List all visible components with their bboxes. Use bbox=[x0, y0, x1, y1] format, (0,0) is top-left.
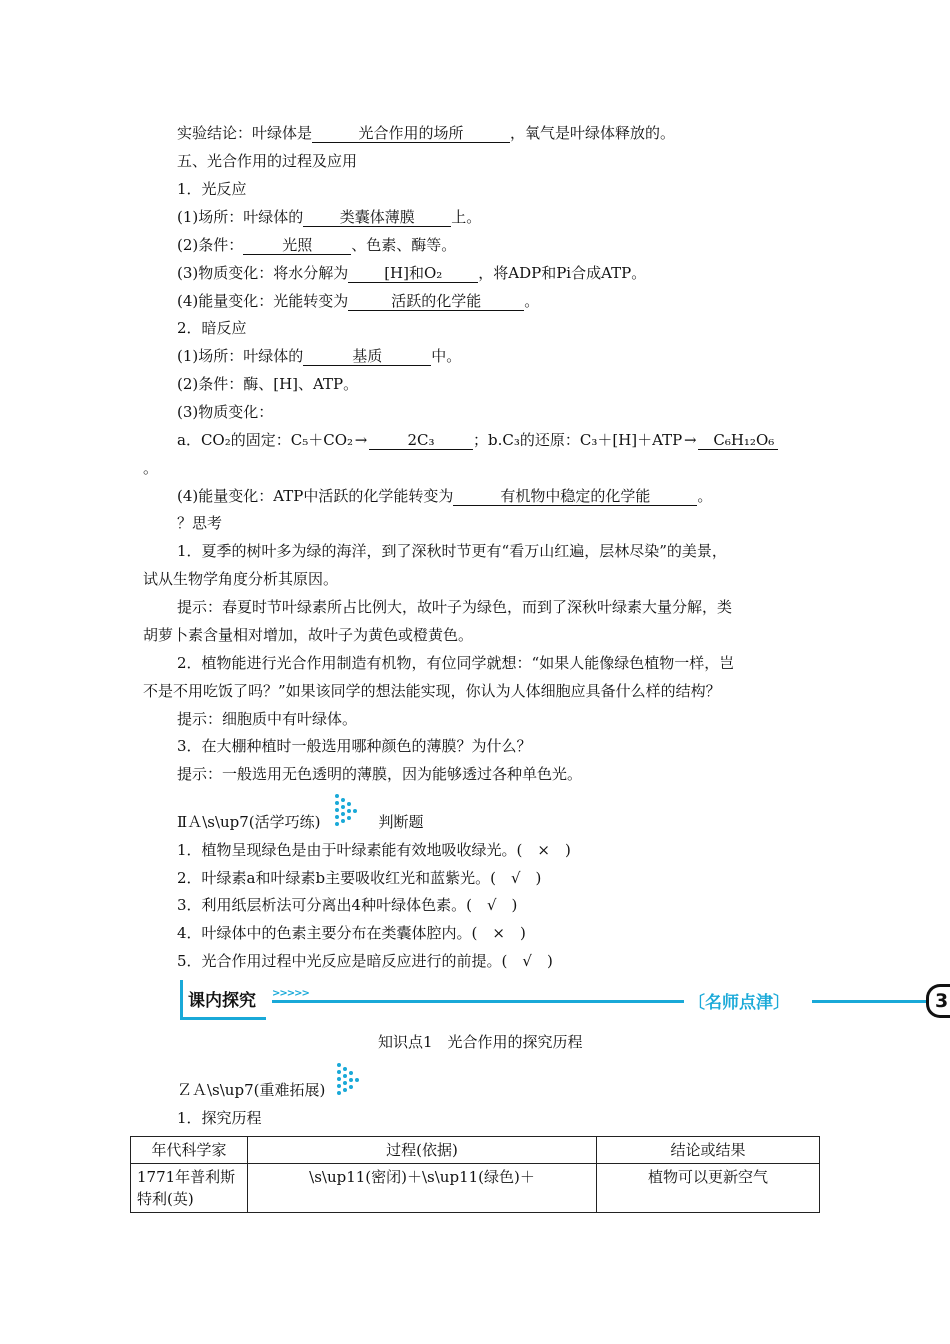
question-line: 2．植物能进行光合作用制造有机物，有位同学就想：“如果人能像绿色植物一样，岂 bbox=[177, 654, 735, 672]
question-line: 3．在大棚种植时一般选用哪种颜色的薄膜？为什么？ bbox=[177, 737, 532, 755]
text-line: 。 bbox=[143, 459, 159, 477]
text: a．CO₂的固定：C₅＋CO₂ bbox=[177, 431, 354, 449]
section-banner bbox=[180, 980, 950, 1026]
banner-tag: 〔名师点津〕 bbox=[688, 993, 790, 1013]
divider bbox=[272, 1000, 684, 1003]
subheading: 2．暗反应 bbox=[177, 319, 247, 337]
table-header: 年代科学家 bbox=[131, 1137, 248, 1164]
table-header-row bbox=[131, 1137, 820, 1164]
divider bbox=[812, 1000, 926, 1003]
quiz-item: 4．叶绿体中的色素主要分布在类囊体腔内。( × ) bbox=[177, 924, 526, 942]
text: (1)场所：叶绿体的 bbox=[177, 208, 304, 226]
text: 、色素、酶等。 bbox=[351, 236, 457, 254]
reaction-arrow-icon: → bbox=[354, 431, 368, 449]
answer-blank: [H]和O₂ bbox=[348, 264, 478, 283]
table-cell: 植物可以更新空气 bbox=[597, 1164, 820, 1213]
answer-blank: 2C₃ bbox=[369, 431, 473, 450]
hint-line: 胡萝卜素含量相对增加，故叶子为黄色或橙黄色。 bbox=[143, 626, 474, 644]
subheading: 1．光反应 bbox=[177, 180, 247, 198]
hint-line: 提示：春夏时节叶绿素所占比例大，故叶子为绿色，而到了深秋叶绿素大量分解，类 bbox=[177, 598, 733, 616]
text: 。 bbox=[524, 292, 540, 310]
text-line: (3)物质变化： bbox=[177, 403, 274, 421]
quiz-item: 3．利用纸层析法可分离出4种叶绿体色素。( √ ) bbox=[177, 896, 518, 914]
text: (3)物质变化：将水分解为 bbox=[177, 264, 349, 282]
text: (4)能量变化：光能转变为 bbox=[177, 292, 349, 310]
text: ；b.C₃的还原：C₃＋[H]＋ATP bbox=[473, 431, 683, 449]
text-line bbox=[177, 486, 712, 506]
table-cell: 1771年普利斯特利(英) bbox=[131, 1164, 248, 1213]
extension-heading: ＺＡ\s\up7(重难拓展) bbox=[177, 1081, 326, 1099]
quiz-item: 1．植物呈现绿色是由于叶绿素能有效地吸收绿光。( × ) bbox=[177, 841, 571, 859]
text-line bbox=[177, 263, 646, 283]
chevrons-icon: >>>>> bbox=[272, 988, 309, 999]
text: 判断题 bbox=[378, 813, 424, 831]
think-heading: ？思考 bbox=[177, 514, 223, 532]
text-line bbox=[177, 235, 456, 255]
practice-heading bbox=[177, 812, 424, 832]
text: 上。 bbox=[451, 208, 482, 226]
section-heading: 五、光合作用的过程及应用 bbox=[177, 152, 358, 170]
page-number-badge: 3 bbox=[926, 984, 950, 1018]
answer-blank: 有机物中稳定的化学能 bbox=[453, 487, 697, 506]
text: ，将ADP和Pi合成ATP。 bbox=[478, 264, 647, 282]
subheading: 1．探究历程 bbox=[177, 1109, 262, 1127]
answer-blank: 基质 bbox=[303, 347, 431, 366]
answer-blank: 类囊体薄膜 bbox=[303, 208, 451, 227]
question-line: 试从生物学角度分析其原因。 bbox=[143, 570, 339, 588]
answer-blank: 光合作用的场所 bbox=[312, 124, 510, 143]
answer-blank: 光照 bbox=[243, 236, 351, 255]
text: 中。 bbox=[431, 347, 462, 365]
text: ，氧气是叶绿体释放的。 bbox=[510, 124, 676, 142]
answer-blank: 活跃的化学能 bbox=[348, 292, 524, 311]
table-header: 结论或结果 bbox=[597, 1137, 820, 1164]
text: 。 bbox=[697, 487, 713, 505]
table-header: 过程(依据) bbox=[248, 1137, 597, 1164]
text: (2)条件： bbox=[177, 236, 244, 254]
table-cell: \s\up11(密闭)＋\s\up11(绿色)＋ bbox=[248, 1164, 597, 1213]
reaction-arrow-icon: → bbox=[683, 431, 697, 449]
text-line: (2)条件：酶、[H]、ATP。 bbox=[177, 375, 359, 393]
history-table bbox=[130, 1136, 820, 1213]
knowledge-point-title: 知识点1 光合作用的探究历程 bbox=[378, 1033, 583, 1051]
quiz-item: 5．光合作用过程中光反应是暗反应进行的前提。( √ ) bbox=[177, 952, 553, 970]
text: ⅡＡ\s\up7(活学巧练) bbox=[177, 813, 321, 831]
text: (4)能量变化：ATP中活跃的化学能转变为 bbox=[177, 487, 454, 505]
conclusion-line bbox=[177, 123, 675, 143]
banner-title: 课内探究 bbox=[188, 991, 256, 1011]
question-line: 1．夏季的树叶多为绿的海洋，到了深秋时节更有“看万山红遍，层林尽染”的美景， bbox=[177, 542, 727, 560]
hint-line: 提示：细胞质中有叶绿体。 bbox=[177, 710, 358, 728]
text: (1)场所：叶绿体的 bbox=[177, 347, 304, 365]
text: 实验结论：叶绿体是 bbox=[177, 124, 313, 142]
dots-arrow-icon bbox=[334, 1062, 360, 1098]
question-line: 不是不用吃饭了吗？”如果该同学的想法能实现，你认为人体细胞应具备什么样的结构？ bbox=[143, 682, 721, 700]
text-line bbox=[177, 430, 778, 450]
hint-line: 提示：一般选用无色透明的薄膜，因为能够透过各种单色光。 bbox=[177, 765, 583, 783]
text-line bbox=[177, 207, 481, 227]
answer-blank: C₆H₁₂O₆ bbox=[698, 431, 778, 450]
text-line bbox=[177, 346, 461, 366]
dots-arrow-icon bbox=[332, 793, 358, 829]
text-line bbox=[177, 291, 539, 311]
quiz-item: 2．叶绿素a和叶绿素b主要吸收红光和蓝紫光。( √ ) bbox=[177, 869, 542, 887]
table-row bbox=[131, 1164, 820, 1213]
